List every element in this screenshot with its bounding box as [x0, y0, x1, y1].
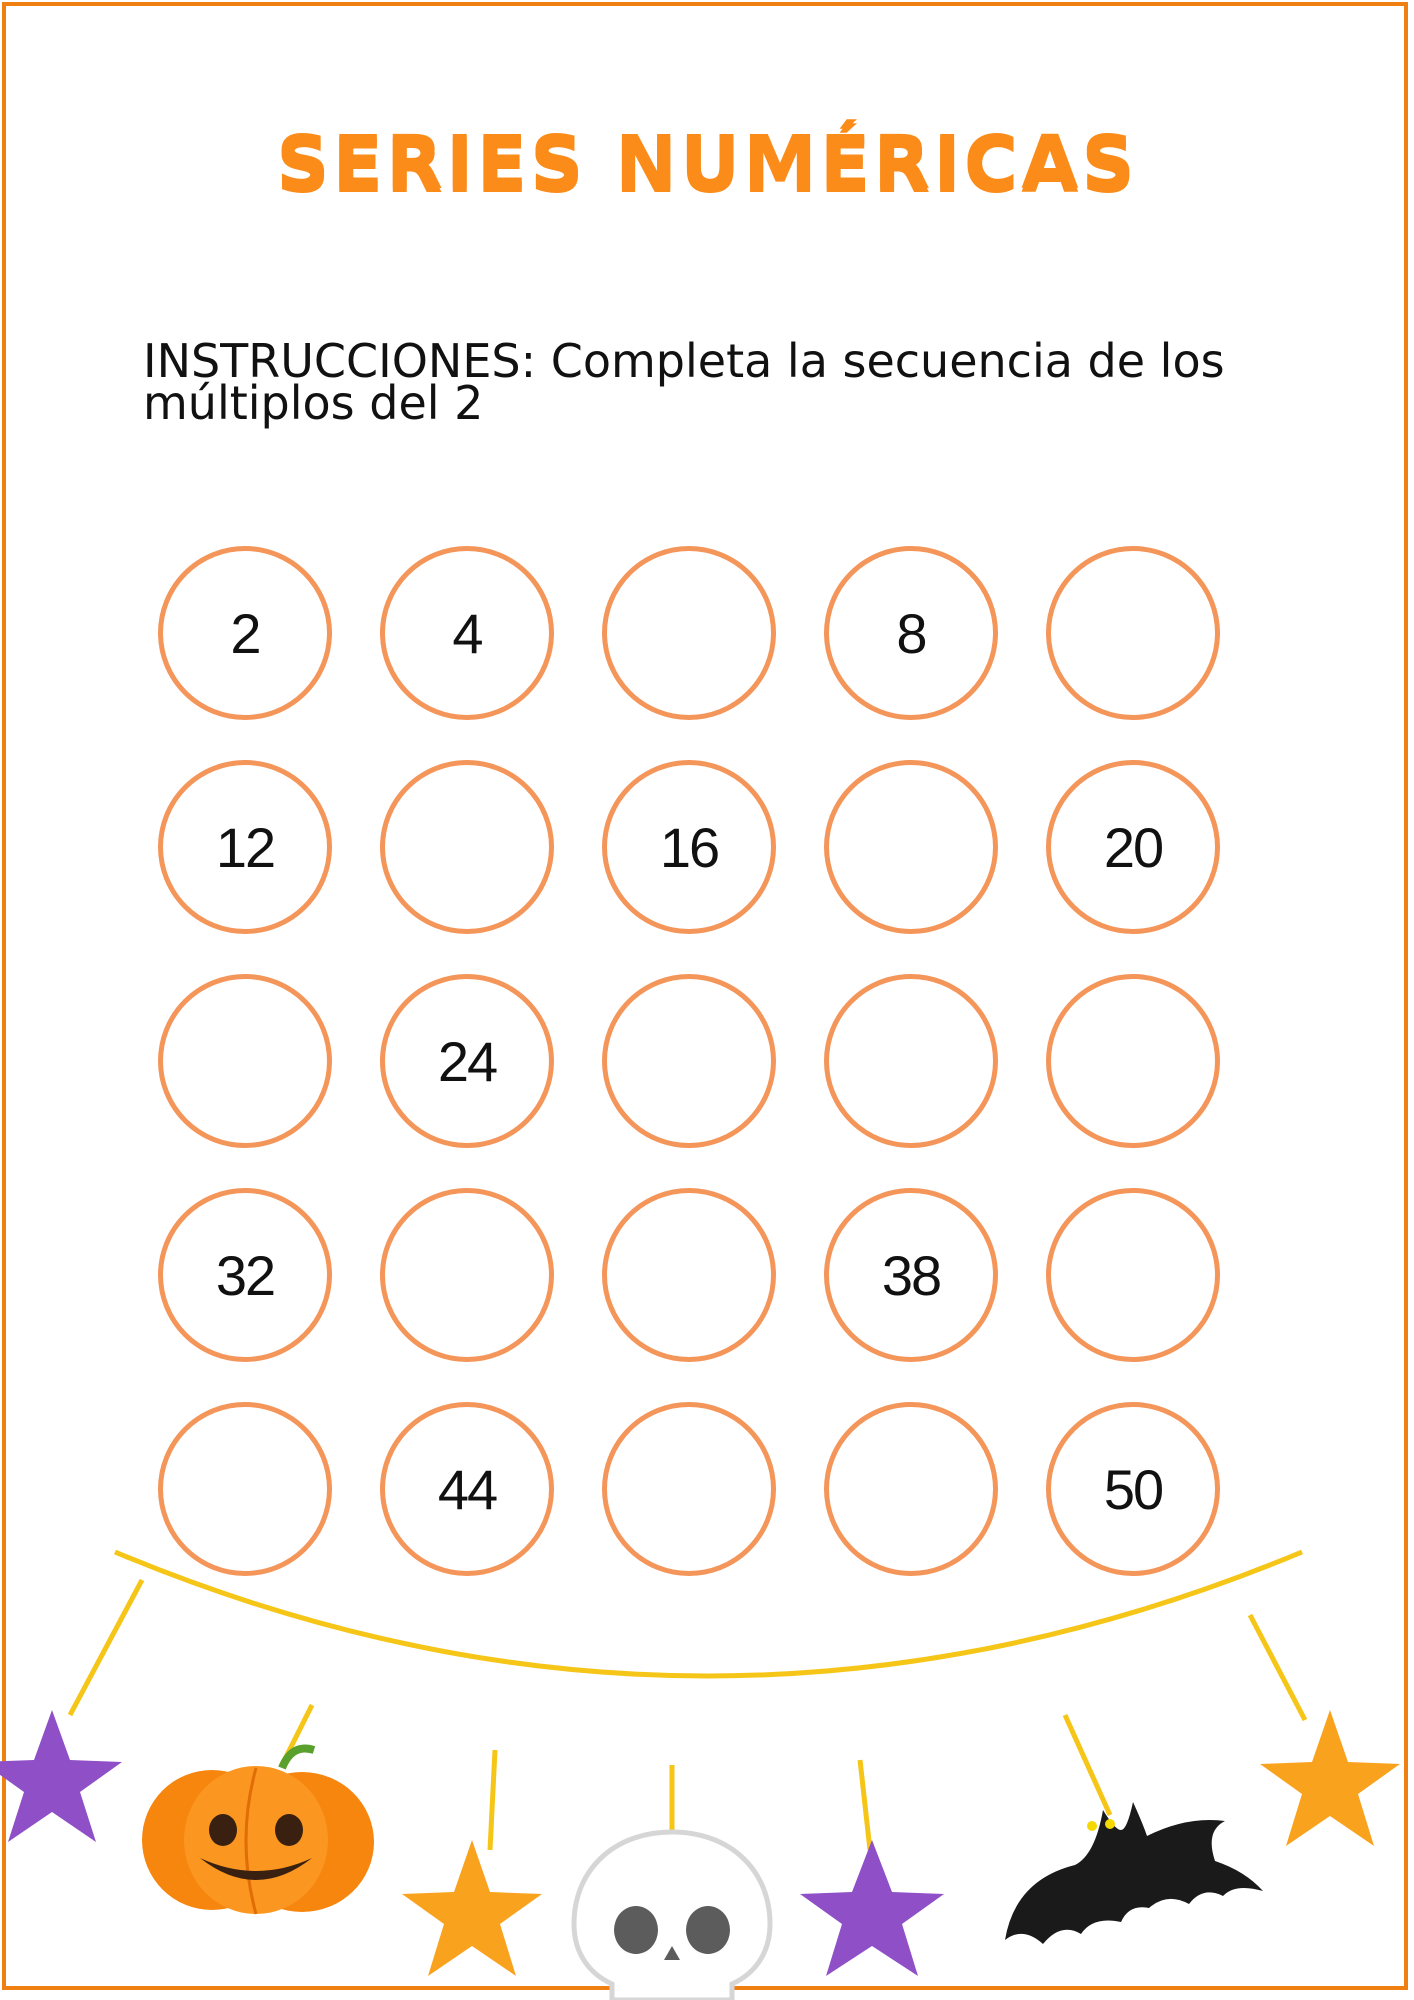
purple-star-icon	[800, 1840, 944, 1976]
number-circle	[158, 1188, 332, 1362]
blank-circle[interactable]	[602, 1188, 776, 1362]
circle-number: 20	[1103, 815, 1163, 879]
garland-string	[115, 1552, 1302, 1676]
orange-star-icon	[1260, 1710, 1400, 1846]
number-circle	[158, 546, 332, 720]
number-circle	[380, 546, 554, 720]
number-circle	[824, 546, 998, 720]
circle-number: 8	[896, 601, 926, 665]
number-circle	[158, 760, 332, 934]
purple-star-icon	[0, 1710, 122, 1842]
circle-number: 50	[1103, 1457, 1163, 1521]
circle-number: 16	[659, 815, 719, 879]
skull-icon	[574, 1832, 770, 2000]
blank-circle[interactable]	[824, 760, 998, 934]
blank-circle[interactable]	[824, 974, 998, 1148]
blank-circle[interactable]	[380, 1188, 554, 1362]
circle-number: 2	[230, 601, 260, 665]
number-circle	[380, 974, 554, 1148]
circle-number: 24	[437, 1029, 497, 1093]
orange-star-icon	[402, 1840, 542, 1976]
worksheet-title: SERIES NUMÉRICAS	[276, 120, 1138, 206]
blank-circle[interactable]	[380, 760, 554, 934]
instructions-text: INSTRUCCIONES: Completa la secuencia de los múltiplos del 2	[143, 334, 1225, 430]
pumpkin-icon	[142, 1748, 374, 1914]
circle-number: 38	[881, 1243, 941, 1307]
number-circle	[602, 760, 776, 934]
bat-icon	[1005, 1802, 1263, 1944]
halloween-garland	[0, 1540, 1414, 2000]
circle-number: 32	[215, 1243, 275, 1307]
blank-circle[interactable]	[602, 974, 776, 1148]
number-grid	[158, 546, 1220, 1576]
blank-circle[interactable]	[1046, 546, 1220, 720]
circle-number: 12	[215, 815, 275, 879]
blank-circle[interactable]	[1046, 974, 1220, 1148]
number-circle	[1046, 760, 1220, 934]
circle-number: 4	[452, 601, 482, 665]
blank-circle[interactable]	[158, 974, 332, 1148]
number-circle	[824, 1188, 998, 1362]
circle-number: 44	[437, 1457, 497, 1521]
blank-circle[interactable]	[1046, 1188, 1220, 1362]
blank-circle[interactable]	[602, 546, 776, 720]
